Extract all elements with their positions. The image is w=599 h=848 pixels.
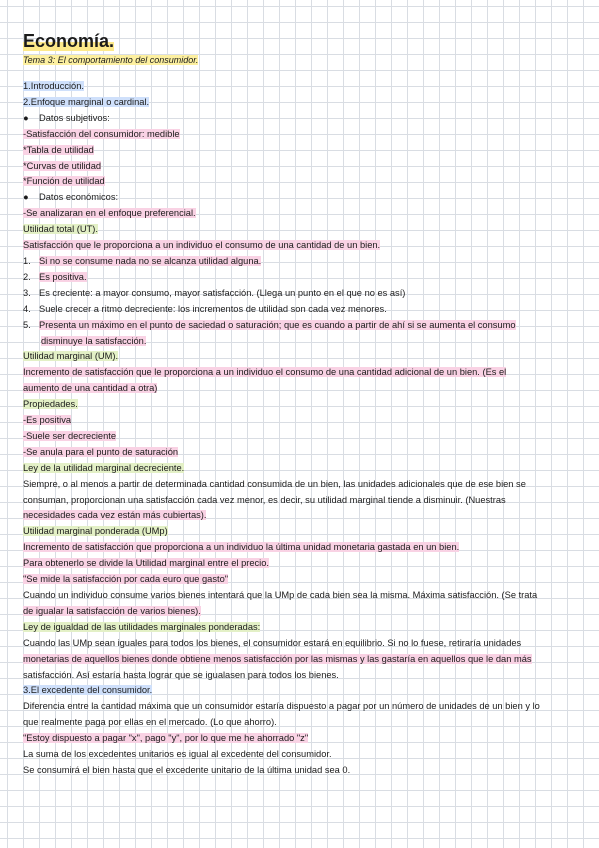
line-text: de igualar la satisfacción de varios bienes). [23, 605, 201, 616]
text-line [23, 731, 583, 747]
line-text: Es creciente: a mayor consumo, mayor satisfacción. (Llega un punto en el que no es así) [39, 287, 406, 298]
line-text: Incremento de satisfacción que proporciona a un individuo la última unidad monetaria gastada en un bien. [23, 542, 460, 553]
line-text: Para obtenerlo se divide la Utilidad marginal entre el precio. [23, 558, 269, 569]
page-title-text: Economía. [23, 31, 115, 51]
line-text: Utilidad marginal (UM). [23, 351, 119, 362]
line-text: Es positiva. [39, 271, 87, 282]
line-text: Propiedades. [23, 399, 78, 410]
bullet-icon: ● [23, 112, 29, 123]
text-line [23, 334, 583, 350]
text-line [23, 445, 583, 461]
numbered-list-item [23, 286, 583, 302]
text-line [23, 604, 583, 620]
list-number: 2. [23, 271, 31, 282]
bullet-item [23, 190, 583, 206]
line-text: Diferencia entre la cantidad máxima que un consumidor estaría dispuesto a pagar por un número de unidades de un bien y lo [23, 701, 540, 712]
line-text: aumento de una cantidad a otra) [23, 383, 158, 394]
text-line [23, 668, 583, 684]
line-text: consuman, proporcionan una satisfacción cada vez menor, es decir, su utilidad marginal tiende a disminuir. (Nuestras [23, 494, 506, 505]
line-text: *Curvas de utilidad [23, 160, 102, 171]
line-text: monetarias de aquellos bienes donde obtiene menos satisfacción por las mismas y las gastaría en aquellos que le dan más [23, 653, 532, 664]
line-text: "Estoy dispuesto a pagar "x", pago "y", por lo que me he ahorrado "z" [23, 733, 309, 744]
text-line [23, 159, 583, 175]
text-line [23, 413, 583, 429]
list-number: 1. [23, 255, 31, 266]
text-line [23, 540, 583, 556]
text-line [23, 397, 583, 413]
line-text: 2.Enfoque marginal o cardinal. [23, 96, 150, 107]
text-line [23, 461, 583, 477]
line-text: disminuye la satisfacción. [41, 335, 147, 346]
text-line [23, 699, 583, 715]
line-text: Ley de la utilidad marginal decreciente. [23, 462, 185, 473]
line-text: -Es positiva [23, 415, 72, 426]
text-line [23, 477, 583, 493]
text-line [23, 556, 583, 572]
text-line [23, 79, 583, 95]
text-line [23, 95, 583, 111]
list-number: 4. [23, 303, 31, 314]
numbered-list-item [23, 254, 583, 270]
line-text: Ley de igualdad de las utilidades marginales ponderadas: [23, 621, 261, 632]
page-subtitle [23, 53, 583, 67]
line-text: *Tabla de utilidad [23, 144, 94, 155]
numbered-list-item [23, 270, 583, 286]
notes-body [23, 79, 583, 779]
list-number: 5. [23, 319, 31, 330]
bullet-icon: ● [23, 192, 29, 203]
line-text: 1.Introducción. [23, 81, 84, 91]
line-text: Cuando un individuo consume varios bienes intentará que la UMp de cada bien sea la misma. Máxima satisfacción. (Se trata [23, 590, 538, 600]
numbered-list-item [23, 302, 583, 318]
text-line [23, 174, 583, 190]
line-text: -Se analizaran en el enfoque preferencial. [23, 208, 196, 219]
text-line [23, 206, 583, 222]
line-text: 3.El excedente del consumidor. [23, 685, 153, 696]
text-line [23, 365, 583, 381]
line-text: necesidades cada vez están más cubiertas). [23, 510, 207, 521]
line-text: Siempre, o al menos a partir de determinada cantidad consumida de un bien, las unidades adicionales que de ese bien se [23, 478, 526, 489]
text-line [23, 572, 583, 588]
text-line [23, 493, 583, 509]
text-line [23, 508, 583, 524]
line-text: La suma de los excedentes unitarios es igual al excedente del consumidor. [23, 749, 332, 760]
notes-page [23, 30, 583, 779]
line-text: Utilidad total (UT). [23, 224, 98, 235]
page-title [23, 30, 583, 52]
text-line [23, 238, 583, 254]
line-text: -Suele ser decreciente [23, 430, 117, 441]
text-line [23, 652, 583, 668]
list-number: 3. [23, 287, 31, 298]
text-line [23, 143, 583, 159]
line-text: -Se anula para el punto de saturación [23, 446, 179, 457]
text-line [23, 683, 583, 699]
line-text: Datos económicos: [39, 192, 119, 203]
line-text: Utilidad marginal ponderada (UMp) [23, 526, 168, 537]
numbered-list-item [23, 318, 583, 334]
text-line [23, 588, 583, 604]
line-text: Se consumirá el bien hasta que el excedente unitario de la última unidad sea 0. [23, 764, 351, 775]
line-text: Si no se consume nada no se alcanza utilidad alguna. [39, 255, 262, 266]
line-text: satisfacción. Así estaría hasta lograr que se igualasen para todos los bienes. [23, 669, 339, 680]
line-text: Cuando las UMp sean iguales para todos los bienes, el consumidor estará en equilibrio. Si no lo fuese, retiraría unidades [23, 637, 522, 648]
line-text: que realmente paga por ellas en el mercado. (Lo que ahorro). [23, 717, 277, 728]
page-subtitle-text: Tema 3: El comportamiento del consumidor. [23, 55, 199, 65]
bullet-item [23, 111, 583, 127]
line-text: Satisfacción que le proporciona a un individuo el consumo de una cantidad de un bien. [23, 240, 381, 251]
line-text: Suele crecer a ritmo decreciente: los incrementos de utilidad son cada vez menores. [39, 303, 387, 314]
text-line [23, 381, 583, 397]
text-line [23, 127, 583, 143]
text-line [23, 747, 583, 763]
text-line [23, 429, 583, 445]
line-text: Datos subjetivos: [39, 112, 110, 123]
text-line [23, 349, 583, 365]
text-line [23, 636, 583, 652]
line-text: "Se mide la satisfacción por cada euro que gasto" [23, 574, 229, 585]
line-text: Incremento de satisfacción que le proporciona a un individuo el consumo de una cantidad adicional de un bien. (Es el [23, 367, 507, 378]
line-text: -Satisfacción del consumidor: medible [23, 128, 180, 139]
line-text: *Función de utilidad [23, 176, 105, 187]
text-line [23, 715, 583, 731]
line-text: Presenta un máximo en el punto de saciedad o saturación; que es cuando a partir de ahí si se aumenta el consumo [39, 319, 516, 330]
text-line [23, 524, 583, 540]
text-line [23, 222, 583, 238]
text-line [23, 763, 583, 779]
text-line [23, 620, 583, 636]
